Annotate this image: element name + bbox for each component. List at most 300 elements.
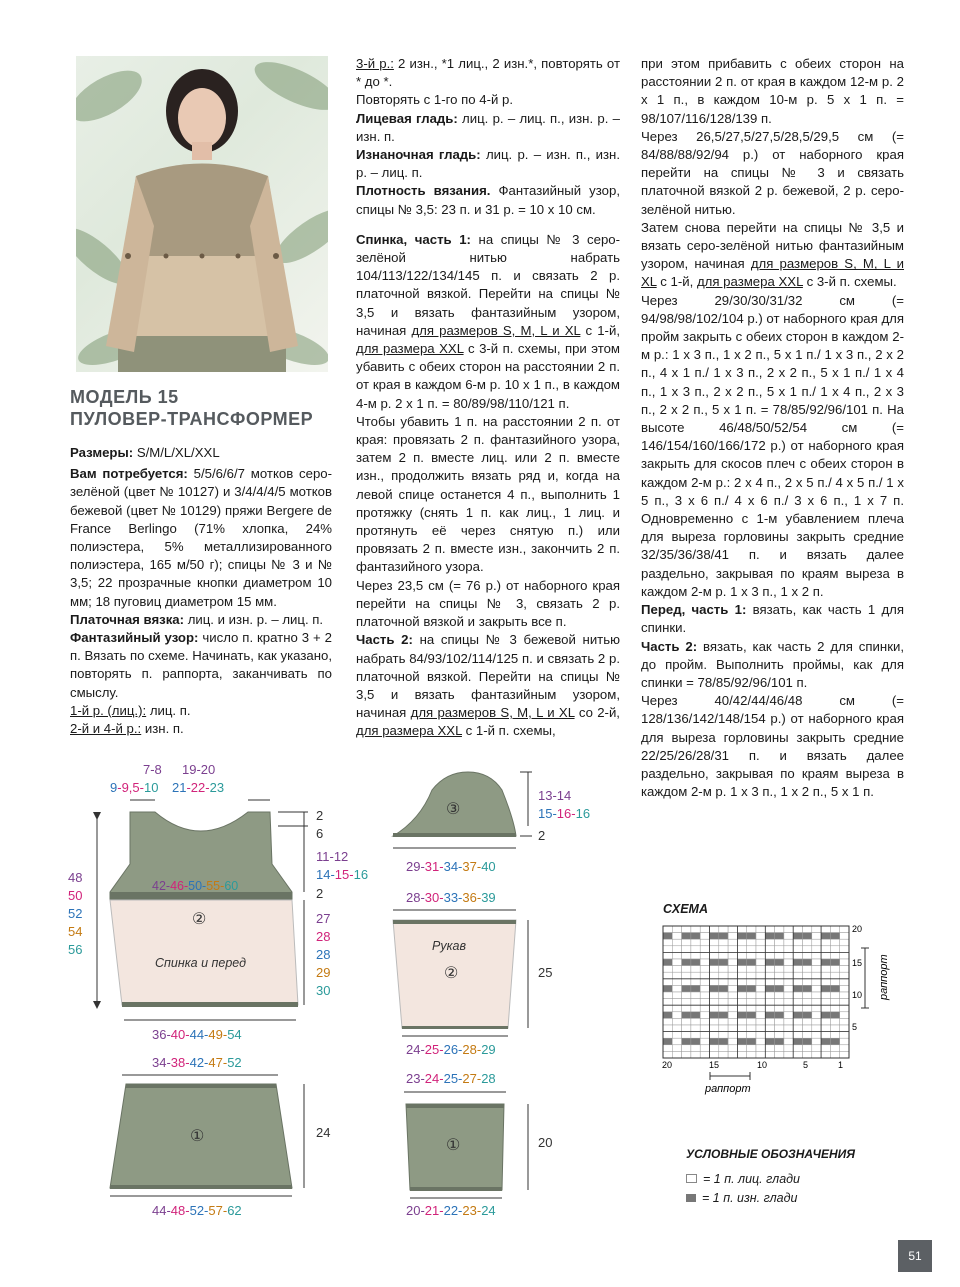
chart-cell [784, 1025, 793, 1032]
chart-cell [775, 946, 784, 953]
chart-col-label-5: 5 [803, 1060, 809, 1070]
chart-cell [756, 1012, 765, 1019]
pattern-schematics [0, 750, 620, 1230]
chart-cell [682, 1012, 691, 1019]
chart-cell [747, 979, 756, 986]
chart-cell [728, 1025, 737, 1032]
chart-cell [710, 1018, 719, 1025]
chart-cell [830, 985, 839, 992]
chart-cell [747, 966, 756, 973]
chart-cell [672, 1045, 681, 1052]
chart-cell [784, 972, 793, 979]
chart-cell [840, 1018, 849, 1025]
chart-cell [775, 992, 784, 999]
chart-cell [821, 959, 830, 966]
chart-cell [821, 946, 830, 953]
dim-armhole-a: 11-12 [316, 849, 349, 864]
chart-cell [682, 985, 691, 992]
chart-row-label-15: 15 [852, 958, 863, 968]
dim-neck-b: 19-20 [182, 762, 216, 777]
chart-row-label-10: 10 [852, 990, 863, 1000]
chart-cell [682, 939, 691, 946]
chart-cell [840, 1045, 849, 1052]
chart-cell [710, 985, 719, 992]
chart-cell [821, 1038, 830, 1045]
chart-cell [710, 952, 719, 959]
chart-cell [840, 946, 849, 953]
legend-title: УСЛОВНЫЕ ОБОЗНАЧЕНИЯ [686, 1147, 856, 1161]
chart-cell [803, 959, 812, 966]
chart-cell [830, 1018, 839, 1025]
height-48: 48 [68, 870, 83, 885]
chart-cell [830, 972, 839, 979]
chart-cell [663, 972, 672, 979]
chart-cell [719, 979, 728, 986]
chart-cell [672, 992, 681, 999]
chart-cell [663, 1012, 672, 1019]
chart-cell [682, 952, 691, 959]
chart-cell [775, 966, 784, 973]
chart-cell [830, 959, 839, 966]
chart-cell [830, 1038, 839, 1045]
chart-cell [747, 992, 756, 999]
chart-cell [710, 959, 719, 966]
dim-30: 30 [316, 983, 331, 998]
chart-cell [756, 952, 765, 959]
legend-purl: = 1 п. изн. глади [686, 1191, 798, 1205]
chart-cell [737, 999, 746, 1006]
chart-cell [719, 1045, 728, 1052]
model-number: МОДЕЛЬ 15 [70, 387, 179, 407]
chart-cell [700, 1045, 709, 1052]
part1-top-stripe [126, 1084, 276, 1088]
chart-cell [821, 1025, 830, 1032]
chart-cell [756, 946, 765, 953]
chart-cell [710, 1038, 719, 1045]
chart-cell [737, 1038, 746, 1045]
chart-cell [710, 939, 719, 946]
chart-cell [700, 985, 709, 992]
chart-cell [682, 992, 691, 999]
chart-cell [793, 1025, 802, 1032]
chart-cell [830, 979, 839, 986]
chart-cell [728, 1051, 737, 1058]
chart-cell [663, 1005, 672, 1012]
fancy-pattern: Фантазийный узор: число п. кратно 3 + 2 п. Вязать по схеме. Начинать, как указано, повторять п. раппорта, заканчивать по смыслу. [70, 630, 332, 700]
height-52: 52 [68, 906, 83, 921]
chart-cell [840, 959, 849, 966]
chart-cell [803, 1025, 812, 1032]
chart-cell [812, 933, 821, 940]
chart-cell [737, 1012, 746, 1019]
dim-neck-d: 21-22-23 [172, 780, 225, 795]
chart-cell [700, 999, 709, 1006]
chart-cell [710, 946, 719, 953]
chart-cell [682, 1038, 691, 1045]
chart-cell [756, 979, 765, 986]
chart-cell [812, 946, 821, 953]
chart-cell [765, 1025, 774, 1032]
chart-cell [672, 939, 681, 946]
chart-cell [775, 979, 784, 986]
chart-cell [691, 1018, 700, 1025]
chart-grid [663, 926, 849, 1058]
chart-cell [775, 1012, 784, 1019]
chart-cell [663, 939, 672, 946]
chart-cell [765, 966, 774, 973]
chart-col-label-20: 20 [662, 1060, 673, 1070]
reverse-stockinette: Изнаночная гладь: лиц. р. – изн. п., изн. р. – лиц. п. [356, 147, 620, 181]
chart-cell [821, 999, 830, 1006]
sleeve-cap-height-b: 15-16-16 [538, 806, 591, 821]
chart-cell [747, 933, 756, 940]
stockinette: Лицевая гладь: лиц. р. – лиц. п., изн. р. – изн. п. [356, 110, 620, 144]
chart-cell [821, 979, 830, 986]
chart-cell [672, 1051, 681, 1058]
chart-cell [728, 1045, 737, 1052]
chart-cell [737, 985, 746, 992]
dim-28b: 28 [316, 947, 331, 962]
sleeve1-top-width: 23-24-25-27-28 [406, 1071, 496, 1086]
dim-2-top: 2 [316, 808, 324, 823]
chart-cell [691, 966, 700, 973]
chart-cell [747, 999, 756, 1006]
back-part-1: Спинка, часть 1: на спицы № 3 серо-зелёной нитью набрать 104/113/122/134/145 п. и связать 2 р. платочной вязкой. Перейти на спицы № 3,5 и вязать фантазийным узором, начиная для размеров S, M, L и XL с 1-й, для размера XXL с 3-й п. схемы, при этом убавить с обеих сторон на расстоянии 2 п. от края в каждом 6-м р. 10 х 1 п., в каждом 4-м р. 2 х 1 п. = 80/89/98/110/121 п. [356, 231, 620, 411]
chart-cell [719, 992, 728, 999]
sleeve1-top-stripe [406, 1104, 504, 1108]
model-photo-illustration [76, 56, 328, 372]
chart-cell [728, 1018, 737, 1025]
yoke-width: 42-46-50-55-60 [152, 879, 239, 893]
chart-cell [663, 999, 672, 1006]
dim-28a: 28 [316, 929, 331, 944]
chart-cell [840, 999, 849, 1006]
chart-cell [747, 959, 756, 966]
chart-cell [840, 1032, 849, 1039]
chart-cell [737, 979, 746, 986]
chart-cell [793, 966, 802, 973]
chart-cell [821, 972, 830, 979]
chart-cell [812, 926, 821, 933]
chart-cell [803, 1012, 812, 1019]
chart-cell [663, 1038, 672, 1045]
chart-cell [710, 933, 719, 940]
model-name: ПУЛОВЕР-ТРАНСФОРМЕР [70, 409, 314, 429]
sleeve-cap-width: 29-31-34-37-40 [406, 859, 496, 874]
chart-cell [830, 999, 839, 1006]
chart-cell [784, 1051, 793, 1058]
chart-cell [672, 933, 681, 940]
chart-cell [700, 1032, 709, 1039]
chart-cell [672, 985, 681, 992]
chart-cell [663, 1045, 672, 1052]
chart-cell [793, 979, 802, 986]
chart-cell [691, 992, 700, 999]
front-part-2: Часть 2: вязать, как часть 2 для спинки, до пройм. Выполнить проймы, как для спинки = 78/85/92/96/101 п. [641, 638, 904, 690]
chart-cell [793, 1018, 802, 1025]
chart-cell [737, 959, 746, 966]
chart-cell [821, 1012, 830, 1019]
model-title [70, 386, 340, 430]
chart-cell [710, 1025, 719, 1032]
chart-cell [747, 1038, 756, 1045]
chart-cell [775, 939, 784, 946]
chart-cell [728, 946, 737, 953]
chart-cell [672, 952, 681, 959]
chart-cell [737, 952, 746, 959]
chart-cell [663, 985, 672, 992]
chart-cell [700, 926, 709, 933]
chart-cell [784, 939, 793, 946]
chart-cell [765, 952, 774, 959]
chart-cell [719, 1005, 728, 1012]
chart-cell [830, 1051, 839, 1058]
chart-cell [682, 926, 691, 933]
back-bottom-stripe [122, 1002, 298, 1007]
chart-cell [775, 952, 784, 959]
dim-2-mid: 2 [316, 886, 324, 901]
chart-cell [682, 1005, 691, 1012]
chart-col-label-10: 10 [757, 1060, 768, 1070]
chart-cell [672, 1012, 681, 1019]
chart-cell [691, 933, 700, 940]
chart-cell [710, 972, 719, 979]
chart-cell [793, 999, 802, 1006]
chart-cell [775, 933, 784, 940]
chart-cell [784, 1005, 793, 1012]
chart-cell [682, 933, 691, 940]
rapport-horizontal: раппорт [705, 1083, 751, 1095]
chart-cell [700, 1012, 709, 1019]
chart-col-label-1: 1 [838, 1060, 844, 1070]
chart-cell [821, 933, 830, 940]
chart-cell [765, 926, 774, 933]
chart-cell [691, 939, 700, 946]
chart-cell [812, 972, 821, 979]
chart-cell [784, 959, 793, 966]
chart-cell [756, 1051, 765, 1058]
chart-cell [682, 946, 691, 953]
chart-cell [803, 972, 812, 979]
dim-27: 27 [316, 911, 331, 926]
chart-cell [682, 1025, 691, 1032]
chart-cell [728, 972, 737, 979]
sleeve2-height: 25 [538, 965, 553, 980]
chart-cell [803, 979, 812, 986]
chart-cell [793, 952, 802, 959]
chart-cell [765, 1005, 774, 1012]
chart-cell [737, 926, 746, 933]
chart-cell [728, 1038, 737, 1045]
chart-cell [728, 985, 737, 992]
chart-cell [784, 966, 793, 973]
chart-cell [775, 1005, 784, 1012]
sleeve-cap-stripe [393, 833, 516, 837]
chart-cell [663, 959, 672, 966]
repeat: Повторять с 1-го по 4-й р. [356, 92, 514, 108]
chart-cell [821, 966, 830, 973]
chart-cell [710, 999, 719, 1006]
chart-cell [691, 926, 700, 933]
legend-knit-swatch [686, 1174, 697, 1183]
chart-cell [803, 946, 812, 953]
chart-cell [812, 939, 821, 946]
chart-cell [812, 959, 821, 966]
chart-cell [840, 933, 849, 940]
chart-cell [728, 999, 737, 1006]
chart-cell [830, 1012, 839, 1019]
chart-cell [812, 979, 821, 986]
chart-cell [747, 985, 756, 992]
text-column-2 [356, 55, 620, 741]
sleeve-label: Рукав [432, 939, 466, 953]
chart-cell [756, 1005, 765, 1012]
chart-cell [710, 1012, 719, 1019]
chart-cell [765, 979, 774, 986]
sleeve1-bottom-width: 20-21-22-23-24 [406, 1203, 496, 1218]
chart-cell [793, 933, 802, 940]
chart-cell [728, 939, 737, 946]
chart-cell [710, 1032, 719, 1039]
chart-cell [682, 966, 691, 973]
col3-p2: Через 26,5/27,5/27,5/28,5/29,5 см (= 84/88/88/92/94 р.) от наборного края перейти на спицы № 3 и связать платочной вязкой 2 р. бежевой, 2 р. серо-зелёной нитью. [641, 128, 904, 217]
after-note: Через 23,5 см (= 76 р.) от наборного края перейти на спицы № 3, связать 2 р. платочной вязкой и закрыть все п. [356, 577, 620, 630]
stitch-chart [655, 918, 895, 1098]
chart-cell [663, 1018, 672, 1025]
chart-cell [756, 1025, 765, 1032]
chart-cell [682, 972, 691, 979]
chart-cell [682, 959, 691, 966]
sleeve2-top-stripe [393, 920, 516, 924]
chart-cell [793, 985, 802, 992]
chart-cell [682, 1032, 691, 1039]
chart-cell [682, 979, 691, 986]
chart-cell [728, 979, 737, 986]
chart-cell [691, 1051, 700, 1058]
row-2-4: 2-й и 4-й р.: изн. п. [70, 721, 184, 737]
chart-cell [682, 999, 691, 1006]
chart-cell [710, 966, 719, 973]
chart-cell [719, 966, 728, 973]
chart-cell [775, 1038, 784, 1045]
chart-cell [821, 952, 830, 959]
chart-cell [691, 1005, 700, 1012]
chart-cell [756, 939, 765, 946]
height-50: 50 [68, 888, 83, 903]
chart-cell [803, 1051, 812, 1058]
chart-cell [765, 959, 774, 966]
chart-cell [737, 933, 746, 940]
chart-cell [672, 1018, 681, 1025]
chart-cell [747, 926, 756, 933]
front-part-1: Перед, часть 1: вязать, как часть 1 для спинки. [641, 602, 904, 636]
chart-cell [840, 992, 849, 999]
chart-cell [775, 1045, 784, 1052]
chart-cell [728, 1012, 737, 1019]
chart-cell [728, 959, 737, 966]
chart-cell [830, 992, 839, 999]
chart-cell [840, 1005, 849, 1012]
chart-cell [821, 1018, 830, 1025]
chart-cell [682, 1051, 691, 1058]
height-56: 56 [68, 942, 83, 957]
chart-cell [812, 1045, 821, 1052]
chart-cell [672, 926, 681, 933]
chart-cell [793, 939, 802, 946]
sleeve1-height: 20 [538, 1135, 553, 1150]
chart-cell [812, 1005, 821, 1012]
chart-cell [672, 1038, 681, 1045]
dim-neck-a: 7-8 [143, 762, 162, 777]
chart-cell [700, 1038, 709, 1045]
chart-col-label-15: 15 [709, 1060, 720, 1070]
col3-p1: при этом прибавить с обеих сторон на расстоянии 2 п. от края в каждом 12-м р. 2 х 1 п., в каждом 10-м р. 5 х 1 п. = 98/107/116/128/139 п. [641, 56, 904, 126]
chart-cell [775, 999, 784, 1006]
chart-cell [719, 939, 728, 946]
chart-cell [840, 939, 849, 946]
chart-cell [672, 999, 681, 1006]
chart-cell [812, 952, 821, 959]
chart-cell [747, 946, 756, 953]
chart-cell [840, 1038, 849, 1045]
chart-cell [840, 952, 849, 959]
chart-cell [700, 946, 709, 953]
chart-cell [663, 926, 672, 933]
chart-cell [784, 1045, 793, 1052]
chart-cell [719, 959, 728, 966]
legend-purl-swatch [686, 1194, 696, 1202]
chart-cell [737, 1032, 746, 1039]
chart-cell [784, 979, 793, 986]
part1-circle-1: ① [190, 1128, 205, 1145]
chart-cell [719, 1038, 728, 1045]
text-column-3 [641, 55, 904, 801]
chart-cell [803, 952, 812, 959]
chart-row-label-5: 5 [852, 1022, 858, 1032]
chart-cell [830, 1045, 839, 1052]
col3-p5: Через 40/42/44/46/48 см (= 128/136/142/148/154 р.) от наборного края для выреза горловины закрыть средние 22/25/26/28/31 п. и вязать далее раздельно, закрывая по краям выреза в каждом 2-м р. 1 х 3 п., 1 х 2 п., 5 х 1 п. [641, 693, 904, 800]
chart-cell [821, 992, 830, 999]
chart-cell [803, 1032, 812, 1039]
chart-cell [830, 952, 839, 959]
chart-cell [840, 1051, 849, 1058]
chart-cell [672, 959, 681, 966]
back-circle-2: ② [192, 911, 207, 928]
chart-cell [775, 1051, 784, 1058]
chart-cell [700, 979, 709, 986]
chart-cell [793, 1045, 802, 1052]
chart-cell [700, 1051, 709, 1058]
chart-cell [756, 1045, 765, 1052]
chart-cell [775, 959, 784, 966]
chart-cell [719, 972, 728, 979]
chart-cell [830, 1005, 839, 1012]
chart-cell [830, 939, 839, 946]
chart-cell [747, 952, 756, 959]
chart-cell [691, 972, 700, 979]
sleeve2-bottom-stripe [402, 1026, 508, 1029]
chart-cell [719, 985, 728, 992]
chart-cell [737, 1045, 746, 1052]
height-54: 54 [68, 924, 83, 939]
chart-cell [765, 1032, 774, 1039]
chart-cell [812, 1018, 821, 1025]
chart-cell [793, 992, 802, 999]
chart-cell [756, 992, 765, 999]
chart-cell [756, 966, 765, 973]
back-stripe [110, 892, 292, 900]
part1-bottom-stripe [110, 1185, 292, 1189]
